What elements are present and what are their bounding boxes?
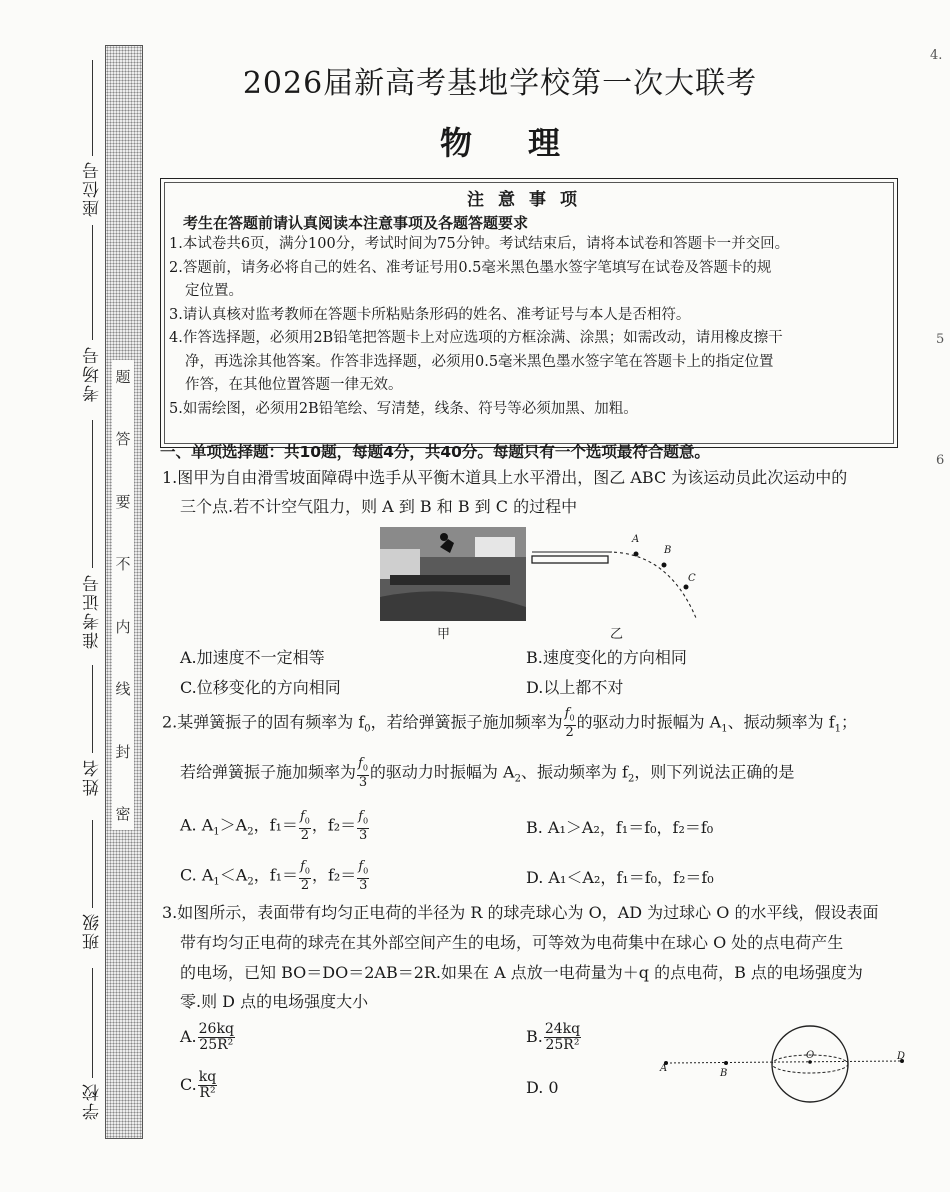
exam-id-label: 准考证号 [83,573,103,649]
school-label: 学校 [83,1082,103,1120]
exam-room-label: 考场号 [83,345,103,402]
q3-option-a[interactable]: A. $\frac{26kq}{\text{25R²}}$ [180,1021,234,1053]
margin-number: 4. [930,48,943,63]
q1-point-b: B [664,545,672,556]
q3-option-c[interactable]: C. $\frac{kq}{\text{R²}}$ [180,1069,217,1101]
q1-line1: 1.图甲为自由滑雪坡面障碍中选手从平衡木道具上水平滑出，图乙 ABC 为该运动员此次运动中的 [162,468,848,487]
q1-option-a[interactable]: A.加速度不一定相等 [180,648,325,667]
q1-photo-jia [380,527,526,621]
q1-option-b[interactable]: B.速度变化的方向相同 [526,648,687,667]
exam-title: 2026届新高考基地学校第一次大联考 [242,66,758,101]
margin-number: 6 [936,453,945,468]
seal-char: 题 [115,368,131,386]
q1-option-d[interactable]: D.以上都不对 [526,678,624,697]
notice-title: 注意事项 [467,190,591,210]
seat-number-label: 座位号 [83,160,103,217]
subject-char: 物 [439,124,472,162]
q3-option-b[interactable]: B. $\frac{24kq}{\text{25R²}}$ [526,1021,581,1053]
name-line[interactable] [92,665,93,753]
notice-item: 5.如需绘图，必须用2B铅笔绘、写清楚，线条、符号等必须加黑、加粗。 [169,400,638,417]
q3-option-d[interactable]: D. 0 [526,1078,559,1097]
q1-point-c: C [688,573,696,584]
exam-id-line[interactable] [92,420,93,568]
notice-box [160,178,898,448]
q2-line2: 若给弹簧振子施加频率为 $\frac{f_0}{3}$ 的驱动力时振幅为 $A_2$、振动频率为 $f_2$，则下列说法正确的是 [180,756,795,790]
freq-fraction: $\frac{f_0}{3}$ [358,756,368,790]
q3-point-d: D [897,1051,906,1062]
q3-point-o: O [806,1050,815,1061]
seal-line-text [112,360,134,830]
q1-option-c[interactable]: C.位移变化的方向相同 [180,678,341,697]
notice-item-cont: 作答，在其他位置答题一律无效。 [185,377,403,393]
q3-point-b: B [720,1068,728,1079]
q2-option-c[interactable]: C. $A_1<A_2$，f₁＝ $\frac{f_0}{2}$ ，f₂＝ $\frac{f_0}{3}$ [180,859,369,893]
name-label: 姓名 [83,758,103,796]
q2-option-d[interactable]: D. A₁＜A₂，f₁＝f₀，f₂＝f₀ [526,868,714,887]
school-line[interactable] [92,968,93,1078]
notice-item: 1.本试卷共6页，满分100分，考试时间为75分钟。考试结束后，请将本试卷和答题卡一并交回。 [169,236,790,252]
q3-line2: 带有均匀正电荷的球壳在其外部空间产生的电场，可等效为电荷集中在球心 O 处的点电荷产生 [180,933,844,952]
seal-char: 密 [115,804,131,823]
subject-title [200,118,800,164]
q3-line1: 3.如图所示，表面带有均匀正电荷的半径为 R 的球壳球心为 O，AD 为过球心 O 的水平线，假设表面 [162,903,879,922]
notice-item-cont: 净，再选涂其他答案。作答非选择题，必须用0.5毫米黑色墨水签字笔在答题卡上的指定位置 [185,353,774,370]
subject-char: 理 [528,124,561,162]
freq-fraction: $\frac{f_0}{2}$ [564,706,575,740]
class-line[interactable] [92,820,93,908]
seal-char: 内 [115,617,131,636]
q1-line2: 三个点.若不计空气阻力，则 A 到 B 和 B 到 C 的过程中 [180,497,578,516]
seat-number-line[interactable] [92,60,93,156]
notice-item: 2.答题前，请务必将自己的姓名、准考证号用0.5毫米黑色墨水签字笔填写在试卷及答题卡的规 [169,259,772,276]
seal-char: 线 [115,680,131,699]
q3-sphere-diagram [660,1020,910,1110]
q2-option-a[interactable]: A. $A_1>A_2$，f₁＝ $\frac{f_0}{2}$ ，f₂＝ $\frac{f_0}{3}$ [180,809,369,843]
q2-line1: 2.某弹簧振子的固有频率为 $f_0$，若给弹簧振子施加频率为 $\frac{f_0}{2}$ 的驱动力时振幅为 $A_1$、振动频率为 $f_1$； [162,706,858,740]
margin-number: 5 [936,332,945,347]
notice-item: 3.请认真核对监考教师在答题卡所粘贴条形码的姓名、准考证号与本人是否相符。 [169,306,691,323]
seal-char: 封 [115,742,131,761]
class-label: 班级 [83,912,103,950]
exam-room-line[interactable] [92,225,93,340]
q3-line4: 零.则 D 点的电场强度大小 [180,992,369,1011]
fig-label-jia: 甲 [437,627,451,642]
seal-char: 不 [115,555,131,574]
notice-item-cont: 定位置。 [185,283,243,299]
q1-point-a: A [632,534,640,545]
q3-point-a: A [660,1063,668,1074]
notice-item: 4.作答选择题，必须用2B铅笔把答题卡上对应选项的方框涂满、涂黑；如需改动，请用橡皮擦干 [169,330,783,346]
seal-char: 要 [115,492,131,511]
section-heading: 一、单项选择题：共10题，每题4分，共40分。每题只有一个选项最符合题意。 [160,443,710,461]
seal-char: 答 [115,430,131,449]
notice-subtitle: 考生在答题前请认真阅读本注意事项及各题答题要求 [183,214,529,232]
q3-line3: 的电场，已知 BO＝DO＝2AB＝2R.如果在 A 点放一电荷量为＋q 的点电荷，B 点的电场强度为 [180,963,863,982]
fig-label-yi: 乙 [610,627,624,642]
q2-option-b[interactable]: B. A₁＞A₂，f₁＝f₀，f₂＝f₀ [526,818,714,837]
q1-diagram-yi [528,532,708,622]
